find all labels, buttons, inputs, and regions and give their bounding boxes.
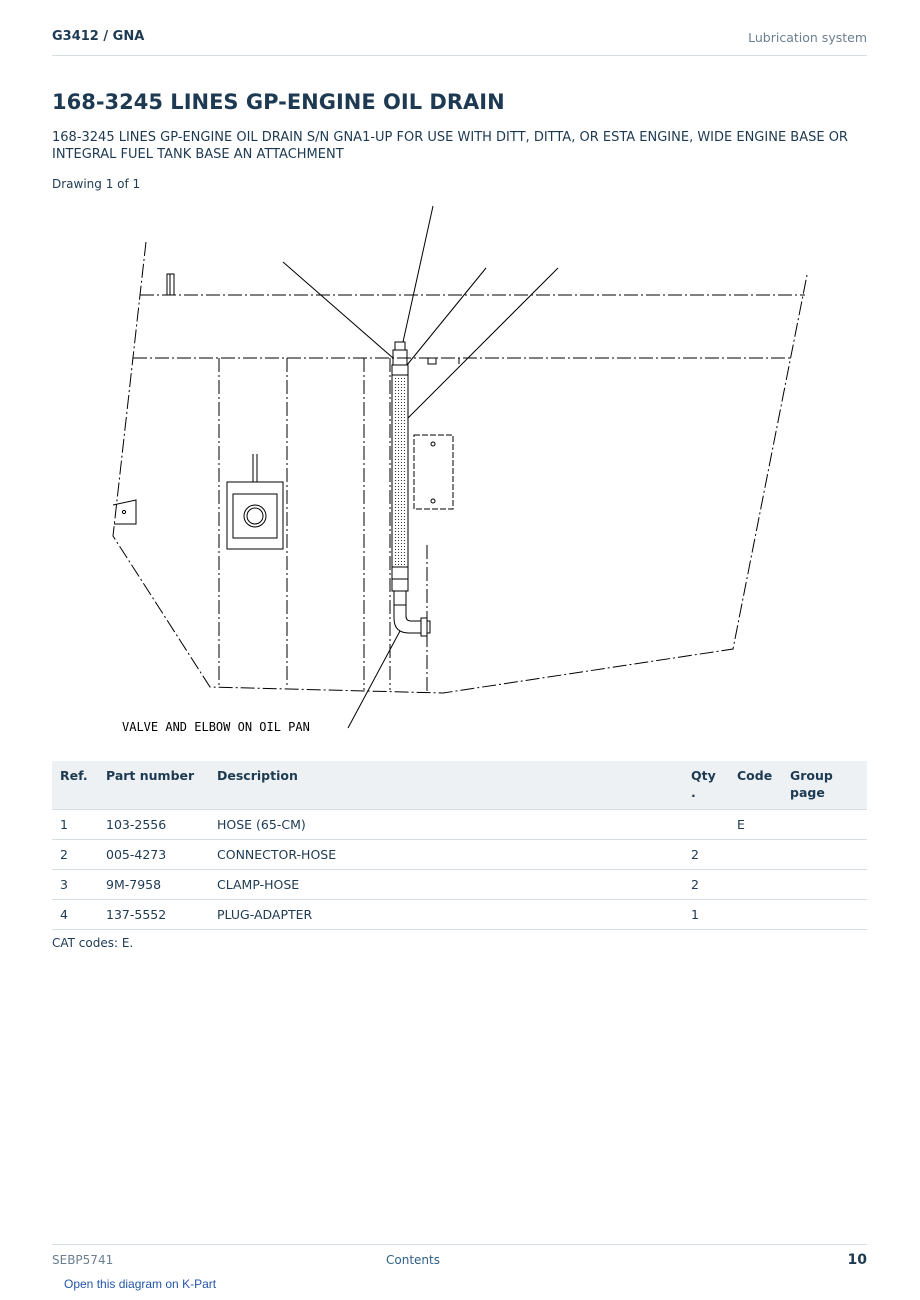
cell-description: HOSE (65-CM) xyxy=(209,810,683,840)
header-group-page xyxy=(782,761,867,810)
header-qty-line1: Qty xyxy=(691,768,716,783)
cell-qty: 2 xyxy=(683,840,729,870)
cell-group-page xyxy=(782,900,867,930)
cell-code xyxy=(729,900,782,930)
header-code: Code xyxy=(729,761,782,810)
parts-table xyxy=(52,761,867,930)
cell-code xyxy=(729,840,782,870)
page-number: 10 xyxy=(847,1252,867,1268)
parts-table-header xyxy=(52,761,867,810)
cell-group-page xyxy=(782,870,867,900)
header-group-line2: page xyxy=(790,785,825,800)
cell-code: E xyxy=(729,810,782,840)
cell-description: PLUG-ADAPTER xyxy=(209,900,683,930)
cell-qty xyxy=(683,810,729,840)
cell-description: CLAMP-HOSE xyxy=(209,870,683,900)
header-group-line1: Group xyxy=(790,768,833,783)
cell-part-number: 137-5552 xyxy=(98,900,209,930)
footer-divider xyxy=(52,1244,867,1245)
cell-group-page xyxy=(782,840,867,870)
header-qty-line2: . xyxy=(691,785,696,800)
open-kpart-link[interactable]: Open this diagram on K-Part xyxy=(64,1277,217,1291)
table-row xyxy=(52,810,867,840)
header-section: Lubrication system xyxy=(748,30,867,45)
cell-qty: 2 xyxy=(683,870,729,900)
cell-group-page xyxy=(782,810,867,840)
cat-codes-note: CAT codes: E. xyxy=(52,936,134,950)
footer-doc-id: SEBP5741 xyxy=(52,1253,114,1267)
header-description: Description xyxy=(209,761,683,810)
header-ref: Ref. xyxy=(52,761,98,810)
table-row xyxy=(52,900,867,930)
cell-part-number: 103-2556 xyxy=(98,810,209,840)
parts-diagram xyxy=(100,200,840,745)
cell-description: CONNECTOR-HOSE xyxy=(209,840,683,870)
cell-ref: 3 xyxy=(52,870,98,900)
header-divider xyxy=(52,55,867,56)
contents-link[interactable]: Contents xyxy=(386,1253,440,1267)
drawing-count: Drawing 1 of 1 xyxy=(52,177,141,191)
header-model: G3412 / GNA xyxy=(52,29,145,44)
header-part-number: Part number xyxy=(98,761,209,810)
cell-code xyxy=(729,870,782,900)
cell-part-number: 005-4273 xyxy=(98,840,209,870)
cell-ref: 2 xyxy=(52,840,98,870)
header-qty xyxy=(683,761,729,810)
table-row xyxy=(52,840,867,870)
cell-part-number: 9M-7958 xyxy=(98,870,209,900)
cell-qty: 1 xyxy=(683,900,729,930)
page-subtitle: 168-3245 LINES GP-ENGINE OIL DRAIN S/N GNA1-UP FOR USE WITH DITT, DITTA, OR ESTA ENGINE, WIDE ENGINE BASE OR INTEGRAL FUEL TANK BASE AN ATTACHMENT xyxy=(52,130,848,162)
cell-ref: 1 xyxy=(52,810,98,840)
table-row xyxy=(52,870,867,900)
page-title: 168-3245 LINES GP-ENGINE OIL DRAIN xyxy=(52,90,505,114)
diagram-callout: VALVE AND ELBOW ON OIL PAN xyxy=(122,720,310,734)
cell-ref: 4 xyxy=(52,900,98,930)
